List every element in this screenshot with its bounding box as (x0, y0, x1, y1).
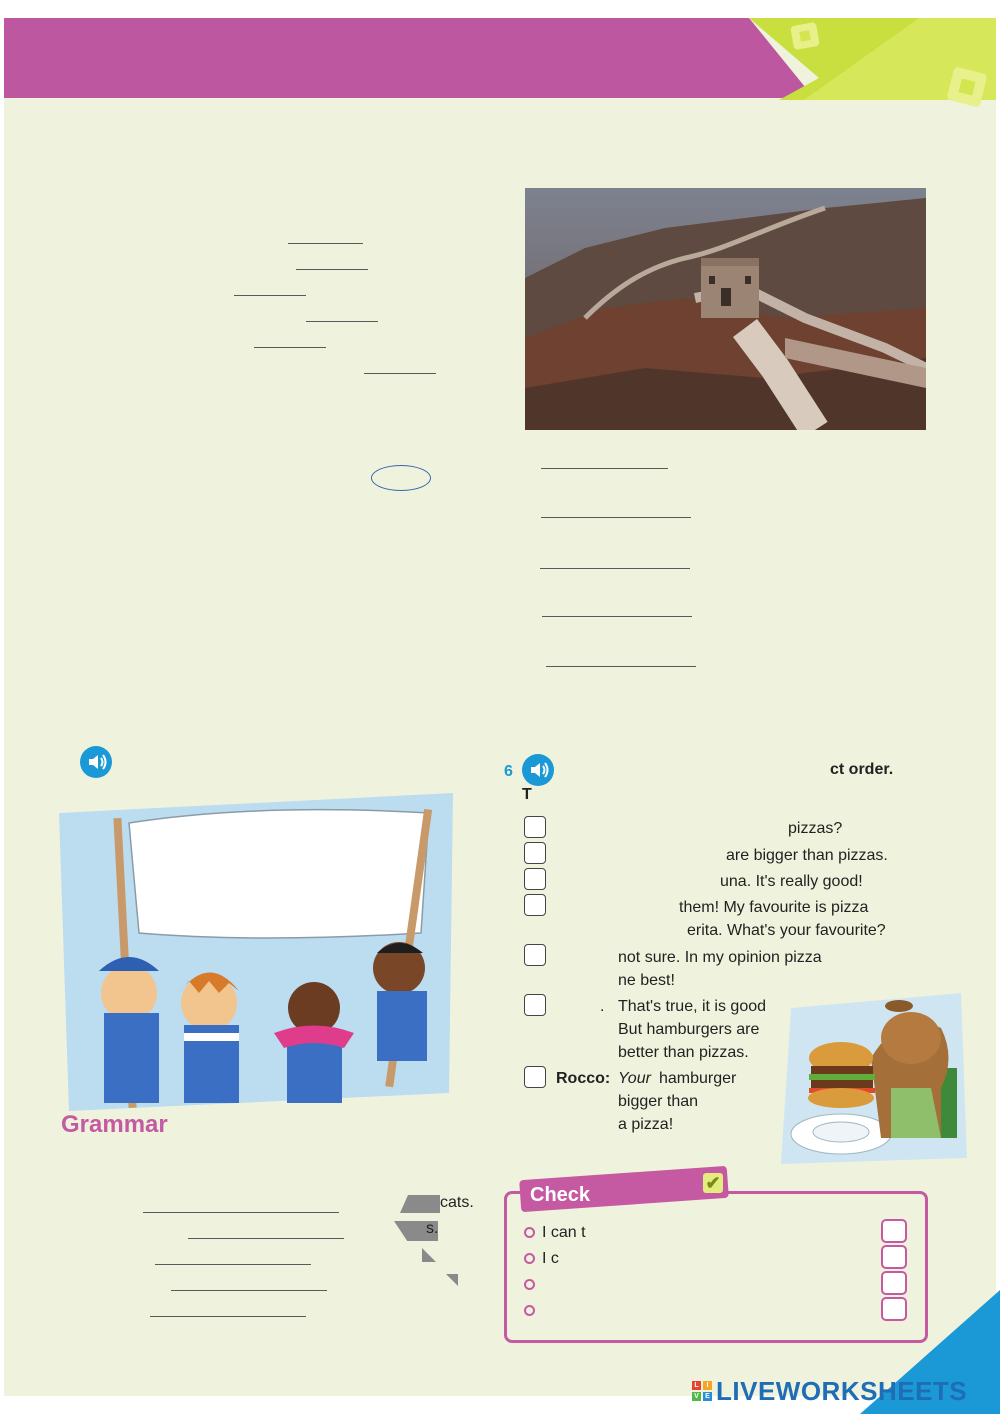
self-check-panel (504, 1191, 928, 1343)
answer-blank[interactable] (541, 517, 691, 518)
logo-letter: L (692, 1381, 701, 1390)
liveworksheets-logo[interactable] (692, 1376, 967, 1406)
self-check-box[interactable] (881, 1297, 907, 1321)
great-wall-photo (525, 188, 926, 430)
drag-arrow-shape (400, 1195, 440, 1213)
answer-blank[interactable] (254, 347, 326, 348)
dialogue-emphasis: Your (618, 1070, 651, 1087)
logo-letter: E (703, 1392, 712, 1401)
dialogue-line: That's true, it is good (618, 998, 767, 1015)
dialogue-line: are bigger than pizzas. (726, 847, 888, 864)
check-icon: ✔ (703, 1173, 723, 1193)
answer-blank[interactable] (546, 666, 696, 667)
dialogue-line: hamburger (659, 1070, 737, 1087)
sentence-fragment: cats. (440, 1194, 474, 1211)
answer-blank[interactable] (150, 1316, 306, 1317)
answer-blank[interactable] (296, 269, 368, 270)
dialogue-line: erita. What's your favourite? (687, 922, 886, 939)
logo-text: LIVEWORKSHEETS (716, 1375, 968, 1406)
answer-blank[interactable] (234, 295, 306, 296)
bullet-icon (524, 1227, 535, 1238)
circle-answer-field[interactable] (371, 465, 431, 491)
answer-blank[interactable] (364, 373, 436, 374)
order-number-box[interactable] (524, 894, 546, 916)
self-check-item: I can t (542, 1224, 586, 1241)
dialogue-line: not sure. In my opinion pizza (618, 949, 822, 966)
football-fans-illustration (59, 793, 453, 1111)
dialogue-line: bigger than (618, 1093, 699, 1110)
dialogue-line: ne best! (618, 972, 675, 989)
order-number-box[interactable] (524, 842, 546, 864)
logo-letter: I (703, 1381, 712, 1390)
sentence-fragment: s. (426, 1220, 439, 1237)
logo-icon (692, 1381, 712, 1401)
exercise-title: ct order. (830, 761, 894, 778)
order-number-box[interactable] (524, 1066, 546, 1088)
answer-blank[interactable] (541, 468, 668, 469)
dialogue-line: pizzas? (788, 820, 843, 837)
logo-letter: V (692, 1392, 701, 1401)
self-check-box[interactable] (881, 1271, 907, 1295)
answer-blank[interactable] (306, 321, 378, 322)
dialogue-line: better than pizzas. (618, 1044, 749, 1061)
drag-arrow-shape (446, 1274, 458, 1286)
answer-blank[interactable] (540, 568, 690, 569)
dialogue-line: una. It's really good! (720, 873, 863, 890)
answer-blank[interactable] (288, 243, 363, 244)
worksheet-page (4, 18, 996, 1396)
order-number-box[interactable] (524, 994, 546, 1016)
self-check-item: I c (542, 1250, 559, 1267)
bullet-icon (524, 1305, 535, 1316)
dialogue-line: But hamburgers are (618, 1021, 760, 1038)
drag-arrow-shape (422, 1248, 436, 1262)
order-number-box[interactable] (524, 816, 546, 838)
answer-blank[interactable] (542, 616, 692, 617)
dialogue-speaker: Rocco: (556, 1070, 611, 1087)
audio-play-button[interactable] (80, 746, 112, 778)
order-number-box[interactable] (524, 868, 546, 890)
dialogue-line: a pizza! (618, 1116, 674, 1133)
answer-blank[interactable] (171, 1290, 327, 1291)
bear-with-burger-illustration (781, 988, 967, 1164)
self-check-title: Check (530, 1184, 591, 1206)
decorative-square (946, 66, 987, 107)
audio-play-button[interactable] (522, 754, 554, 786)
exercise-subtitle: T (522, 786, 532, 803)
dialogue-speaker: . (600, 998, 605, 1015)
speaker-icon (522, 754, 554, 786)
answer-blank[interactable] (143, 1212, 339, 1213)
self-check-box[interactable] (881, 1245, 907, 1269)
bullet-icon (524, 1279, 535, 1290)
bullet-icon (524, 1253, 535, 1264)
self-check-box[interactable] (881, 1219, 907, 1243)
answer-blank[interactable] (188, 1238, 344, 1239)
answer-blank[interactable] (155, 1264, 311, 1265)
decorative-square (790, 22, 820, 50)
exercise-number: 6 (504, 763, 513, 780)
header-banner (4, 18, 814, 98)
grammar-heading: Grammar (61, 1111, 168, 1138)
dialogue-line: them! My favourite is pizza (679, 899, 869, 916)
order-number-box[interactable] (524, 944, 546, 966)
speaker-icon (80, 746, 112, 778)
